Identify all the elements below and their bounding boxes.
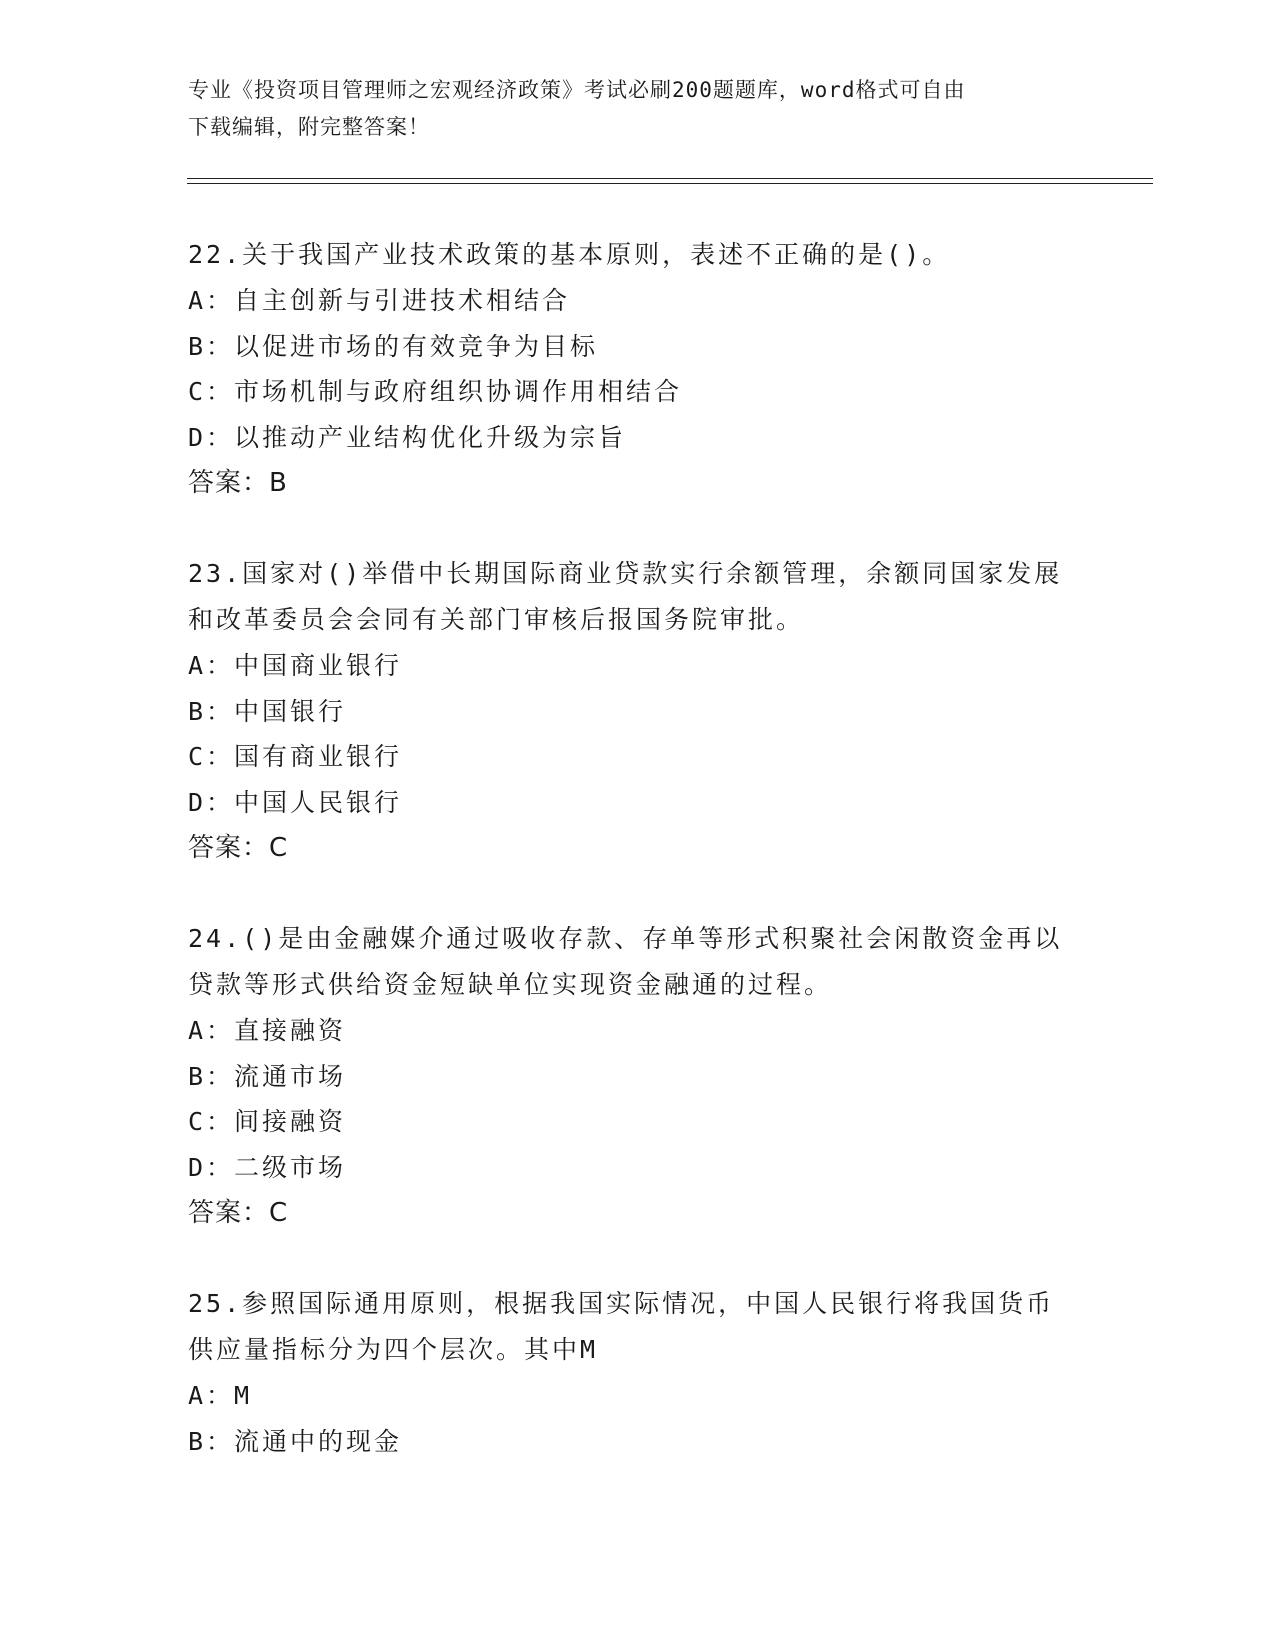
document-header bbox=[188, 72, 1088, 146]
header-line-1: 专业《投资项目管理师之宏观经济政策》考试必刷200题题库，word格式可自由 bbox=[188, 78, 966, 102]
header-rule-bottom bbox=[187, 183, 1153, 184]
question-22 bbox=[188, 232, 1088, 506]
option-d: D：以推动产业结构优化升级为宗旨 bbox=[188, 422, 627, 452]
option-c: C：间接融资 bbox=[188, 1107, 347, 1136]
answer: 答案：C bbox=[188, 1198, 289, 1228]
question-stem: 22.关于我国产业技术政策的基本原则，表述不正确的是()。 bbox=[188, 240, 951, 269]
option-b: B：以促进市场的有效竞争为目标 bbox=[188, 331, 599, 361]
question-list bbox=[188, 232, 1088, 1509]
option-c: C：国有商业银行 bbox=[188, 742, 403, 771]
option-d: D：中国人民银行 bbox=[188, 787, 403, 817]
option-a: A：M bbox=[188, 1381, 253, 1410]
answer: 答案：B bbox=[188, 468, 288, 498]
option-a: A：直接融资 bbox=[188, 1016, 347, 1045]
option-a: A：中国商业银行 bbox=[188, 651, 403, 680]
header-line-2: 下载编辑，附完整答案！ bbox=[188, 115, 430, 139]
question-24 bbox=[188, 916, 1088, 1236]
option-c: C：市场机制与政府组织协调作用相结合 bbox=[188, 377, 683, 406]
option-b: B：流通中的现金 bbox=[188, 1426, 403, 1456]
answer: 答案：C bbox=[188, 833, 289, 863]
question-stem-continued: 和改革委员会会同有关部门审核后报国务院审批。 bbox=[188, 605, 805, 634]
question-stem: 24.()是由金融媒介通过吸收存款、存单等形式积聚社会闲散资金再以 bbox=[188, 924, 1063, 953]
question-stem-continued: 贷款等形式供给资金短缺单位实现资金融通的过程。 bbox=[188, 970, 833, 999]
option-b: B：中国银行 bbox=[188, 696, 347, 726]
option-d: D：二级市场 bbox=[188, 1152, 347, 1182]
question-25 bbox=[188, 1281, 1088, 1464]
option-a: A：自主创新与引进技术相结合 bbox=[188, 286, 571, 315]
question-23 bbox=[188, 551, 1088, 871]
question-stem-continued: 供应量指标分为四个层次。其中M bbox=[188, 1335, 599, 1364]
header-rule-top bbox=[187, 178, 1153, 179]
option-b: B：流通市场 bbox=[188, 1061, 347, 1091]
question-stem: 23.国家对()举借中长期国际商业贷款实行余额管理，余额同国家发展 bbox=[188, 559, 1063, 588]
question-stem: 25.参照国际通用原则，根据我国实际情况，中国人民银行将我国货币 bbox=[188, 1289, 1055, 1318]
